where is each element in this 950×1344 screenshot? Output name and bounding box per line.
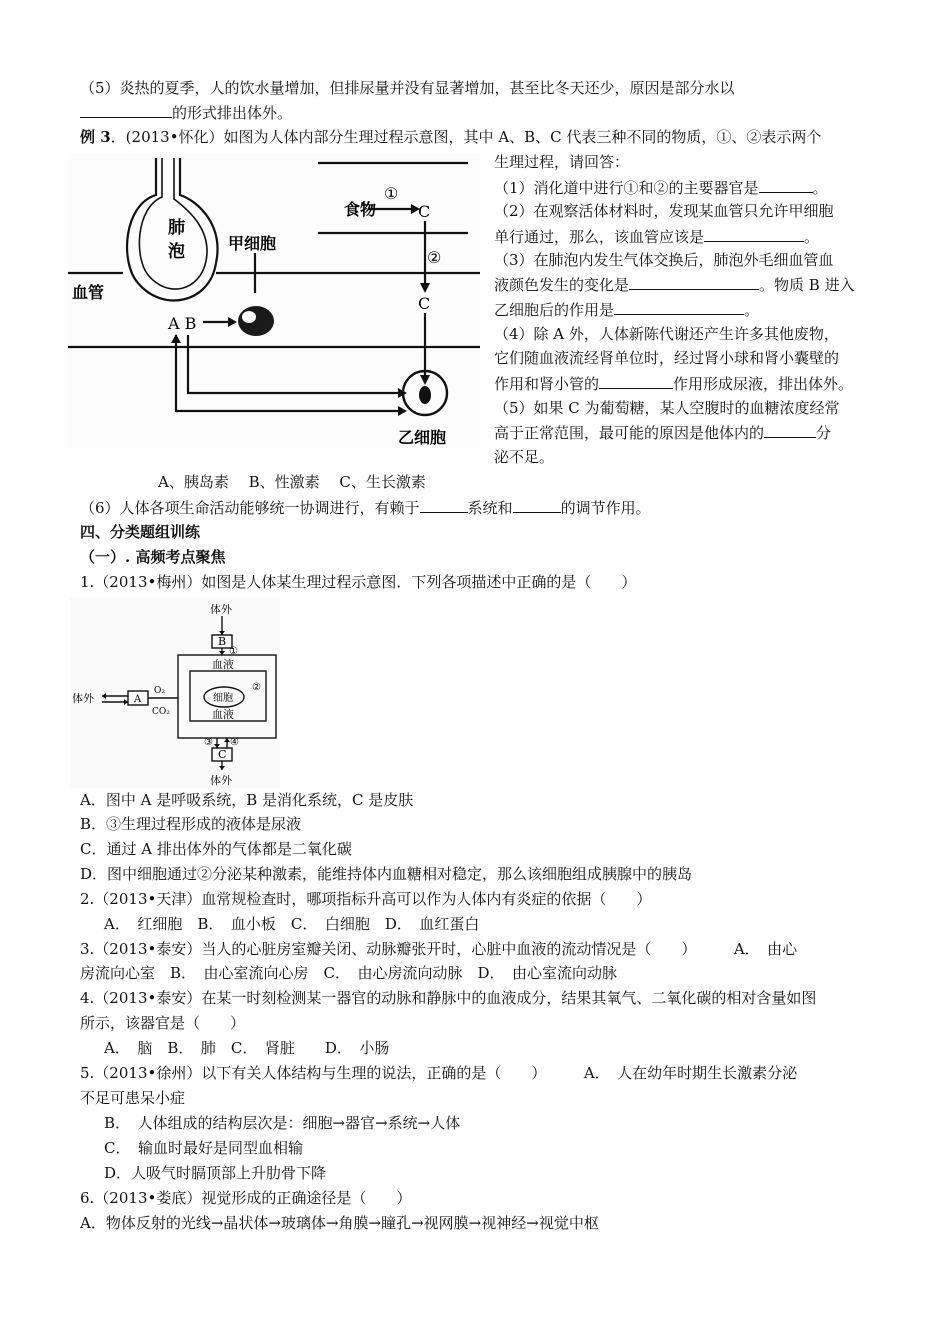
fig2-n3: ③: [204, 737, 213, 748]
problem-5-option-b: B． 人体组成的结构层次是：细胞→器官→系统→人体: [104, 1114, 461, 1132]
problem-1-option-b: B．③生理过程形成的液体是尿液: [80, 815, 302, 833]
fig2-n2: ②: [252, 682, 261, 693]
answer-blank[interactable]: [629, 273, 759, 290]
substance-c-top: C: [418, 202, 431, 221]
problem-6: 6.（2013•娄底）视觉形成的正确途径是（ ）: [80, 1189, 412, 1207]
ex3-q6: （6）人体各项生命活动能够统一协调进行，有赖于 系统和 的调节作用。: [80, 496, 651, 519]
ex3-q2: （2）在观察活体材料时，发现某血管只允许甲细胞: [494, 202, 834, 220]
problem-1-option-a: A．图中 A 是呼吸系统，B 是消化系统，C 是皮肤: [80, 791, 414, 809]
problem-5-option-c: C． 输血时最好是同型血相输: [104, 1139, 303, 1157]
subsection-heading: （一）. 高频考点聚焦: [80, 548, 226, 566]
answer-blank[interactable]: [764, 421, 816, 438]
process-1-label: ①: [384, 184, 399, 203]
answer-blank[interactable]: [513, 496, 561, 513]
problem-5-line2: 不足可患呆小症: [80, 1089, 186, 1107]
ex3-q3c: 乙细胞后的作用是 。: [494, 298, 759, 321]
ex3-q5b: 高于正常范围，最可能的原因是他体内的 分: [494, 421, 831, 444]
ex3-q3b: 液颜色发生的变化是 。物质 B 进入: [494, 273, 855, 296]
ex3-q4b: 它们随血液流经肾单位时，经过肾小球和肾小囊壁的: [494, 349, 840, 367]
fig2-blood-top: 血液: [212, 658, 234, 671]
ex3-q5: （5）如果 C 为葡萄糖，某人空腹时的血糖浓度经常: [494, 399, 840, 417]
answer-blank[interactable]: [420, 496, 468, 513]
fig2-cell: 细胞: [213, 693, 233, 704]
answer-blank[interactable]: [759, 176, 813, 193]
problem-1: 1.（2013•梅州）如图是人体某生理过程示意图．下列各项描述中正确的是（ ）: [80, 573, 637, 591]
jia-cell-shape: [238, 306, 274, 336]
problem-1-option-d: D．图中细胞通过②分泌某种激素，能维持体内血糖相对稳定，那么该细胞组成胰腺中的胰岛: [80, 865, 693, 883]
fig2-box-c: C: [218, 748, 227, 761]
answer-blank[interactable]: [599, 372, 673, 389]
ab-label: A B: [168, 314, 197, 333]
q5-heat-line2: 的形式排出体外。: [80, 101, 292, 124]
yi-cell-label: 乙细胞: [398, 428, 447, 447]
food-label: 食物: [344, 200, 377, 219]
process-2-label: ②: [427, 248, 442, 267]
ex3-q5c: 泌不足。: [494, 448, 555, 466]
answer-blank[interactable]: [704, 225, 804, 242]
problem-1-option-c: C．通过 A 排出体外的气体都是二氧化碳: [80, 840, 352, 858]
substance-c-mid: C: [418, 294, 431, 313]
ex3-q3: （3）在肺泡内发生气体交换后，肺泡外毛细血管血: [494, 251, 834, 269]
alveolus-char-2: 泡: [168, 242, 185, 262]
section-heading: 四、分类题组训练: [80, 523, 201, 541]
alveolus-char-1: 肺: [168, 218, 185, 238]
ex3-q2b: 单行通过，那么，该血管应该是 。: [494, 225, 819, 248]
fig2-box-b: B: [218, 635, 227, 648]
answer-blank[interactable]: [80, 101, 172, 118]
ex3-q5-options: A、胰岛素 B、性激素 C、生长激素: [158, 473, 426, 491]
ex3-q4: （4）除 A 外，人体新陈代谢还产生许多其他废物，: [494, 325, 839, 343]
body-systems-diagram: [70, 598, 280, 788]
problem-5: 5.（2013•徐州）以下有关人体结构与生理的说法，正确的是（ ） A． 人在幼年时期生长激素分泌: [80, 1064, 798, 1082]
example3-stem: 例 3．(2013•怀化）如图为人体内部分生理过程示意图，其中 A、B、C 代表三种不同的物质，①、②表示两个: [80, 128, 822, 146]
fig2-o2: O₂: [154, 686, 165, 696]
fig2-left-outside: 体外: [72, 692, 94, 705]
problem-3-line2: 房流向心室 B． 由心室流向心房 C． 由心房流向动脉 D． 由心室流向动脉: [80, 964, 618, 982]
fig2-bottom-outside: 体外: [210, 774, 232, 787]
problem-2-options: A． 红细胞 B． 血小板 C． 白细胞 D． 血红蛋白: [104, 915, 480, 933]
fig2-top-outside: 体外: [210, 603, 232, 616]
physiology-diagram: [68, 153, 480, 448]
ex3-line: 生理过程，请回答：: [494, 153, 630, 171]
ex3-q1: （1）消化道中进行①和②的主要器官是 。: [494, 176, 828, 199]
problem-2: 2.（2013•天津）血常规检查时，哪项指标升高可以作为人体内有炎症的依据（ ）: [80, 890, 652, 908]
problem-4: 4.（2013•泰安）在某一时刻检测某一器官的动脉和静脉中的血液成分，结果其氧气、二氧化碳的相对含量如图: [80, 989, 817, 1007]
ex3-q4c: 作用和肾小管的 作用形成尿液，排出体外。: [494, 372, 853, 395]
fig2-box-a: A: [134, 694, 142, 705]
problem-4-line2: 所示，该器官是（ ）: [80, 1014, 246, 1032]
problem-6-option-a: A．物体反射的光线→晶状体→玻璃体→角膜→瞳孔→视网膜→视神经→视觉中枢: [80, 1214, 599, 1232]
vessel-label: 血管: [72, 283, 105, 302]
q5-heat-text: （5）炎热的夏季，人的饮水量增加，但排尿量并没有显著增加，甚至比冬天还少，原因是部分水以: [80, 79, 735, 97]
fig2-n4: ④: [230, 737, 239, 748]
fig2-co2: CO₂: [152, 707, 170, 717]
problem-3: 3.（2013•泰安）当人的心脏房室瓣关闭、动脉瓣张开时，心脏中血液的流动情况是（ ） A． 由心: [80, 940, 798, 958]
problem-5-option-d: D．人吸气时膈顶部上升肋骨下降: [104, 1164, 327, 1182]
answer-blank[interactable]: [614, 298, 744, 315]
fig2-n1: ①: [229, 646, 238, 657]
fig2-blood-bottom: 血液: [212, 708, 234, 721]
problem-4-options: A． 脑 B． 肺 C． 肾脏 D． 小肠: [104, 1039, 390, 1057]
jia-cell-label: 甲细胞: [228, 234, 277, 253]
